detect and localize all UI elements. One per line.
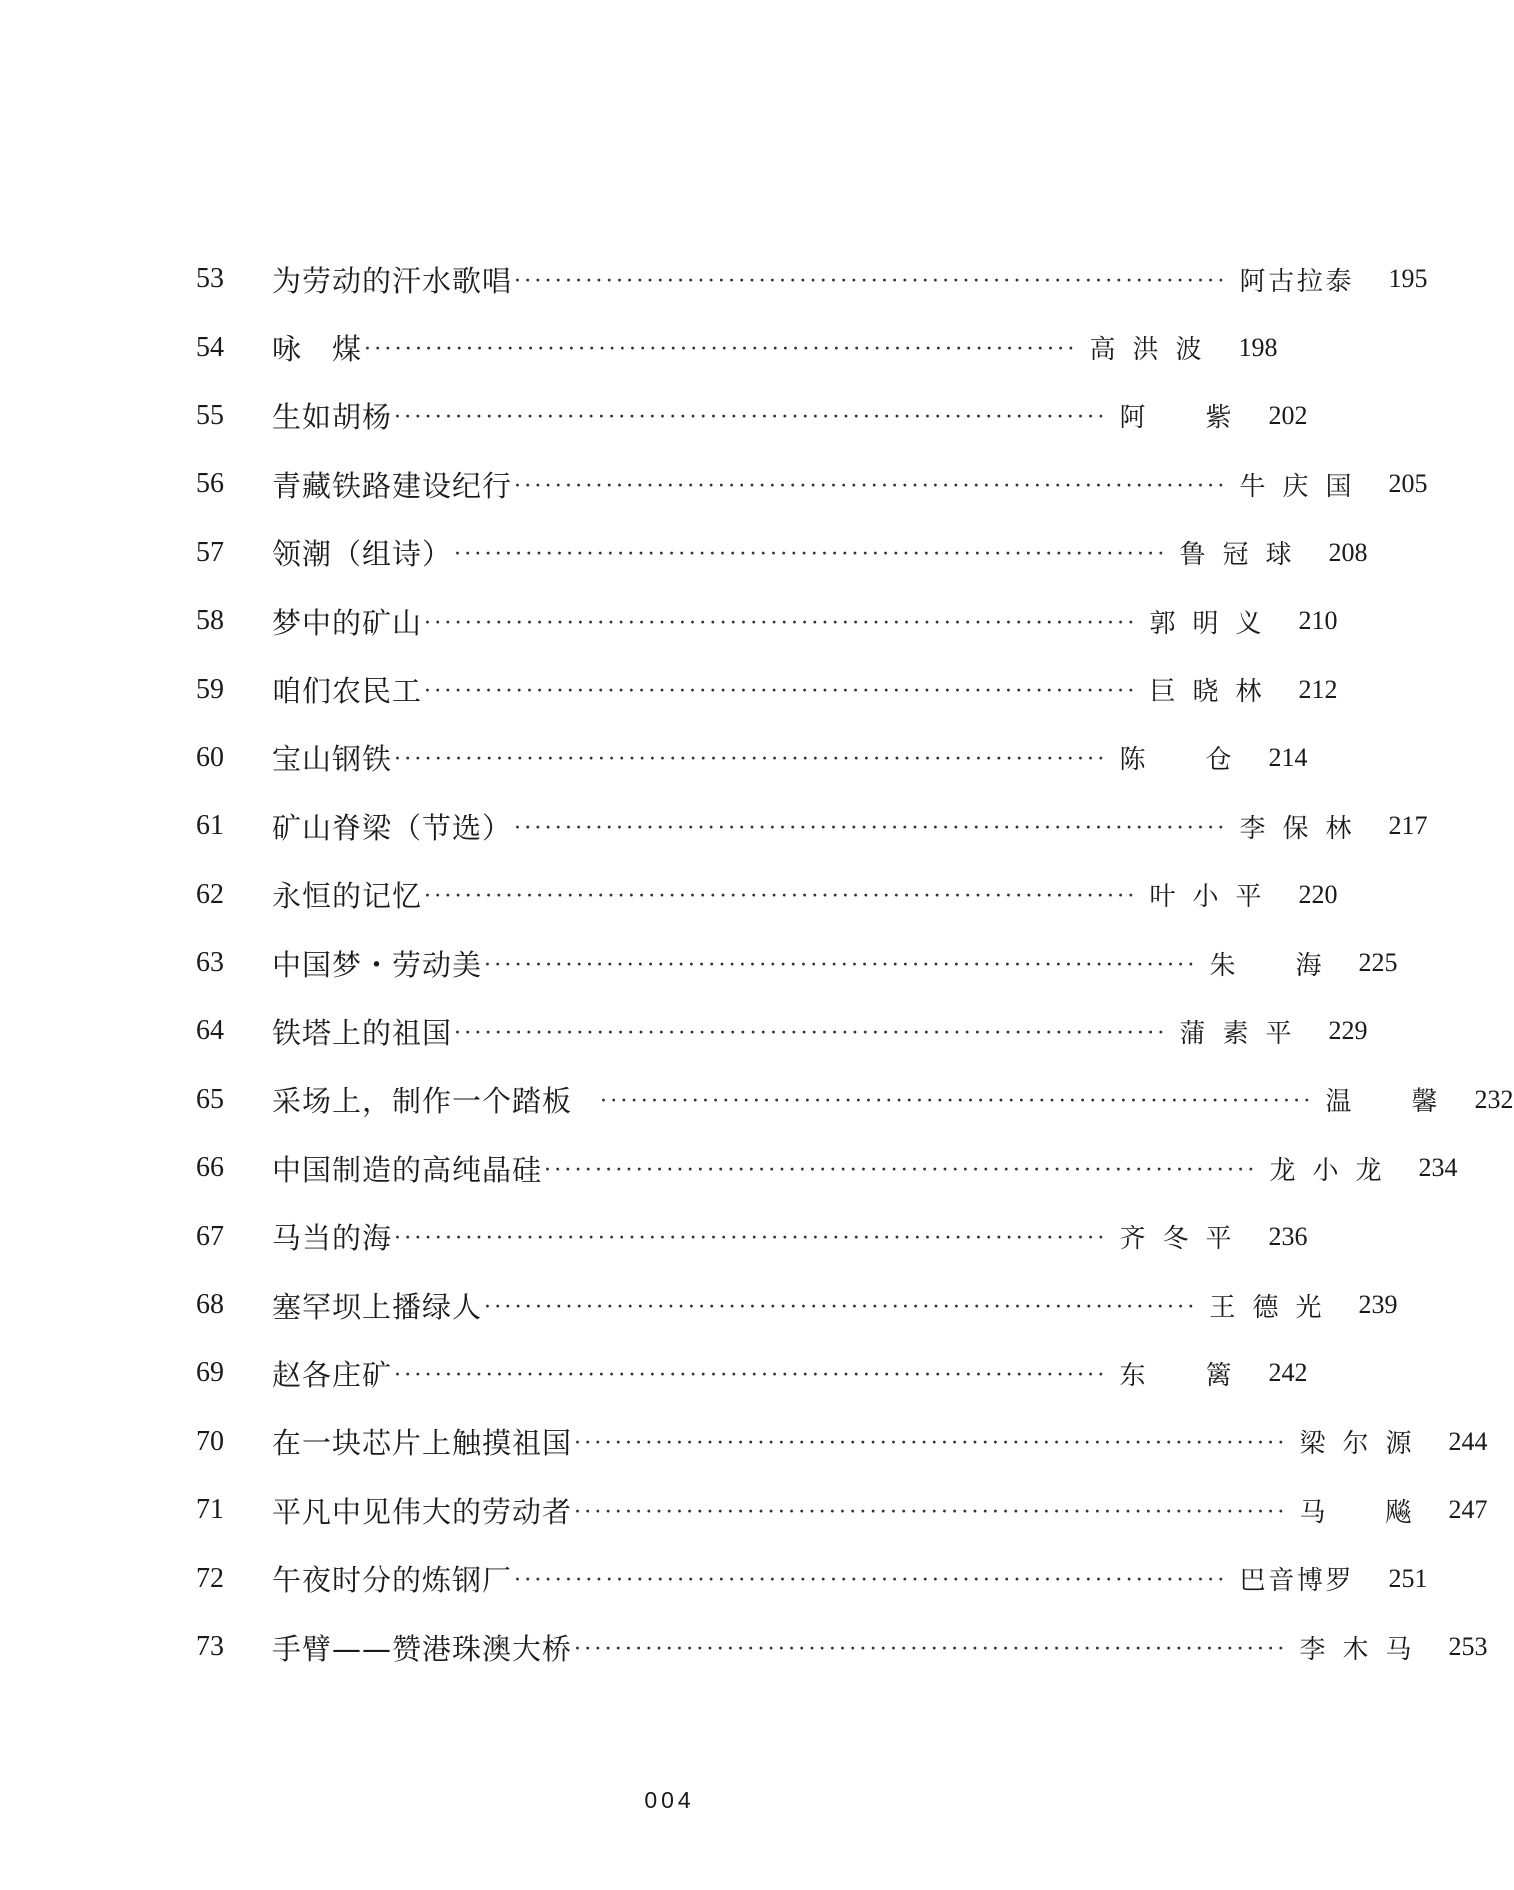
dot-leader: ······································································ [364, 337, 1078, 363]
toc-entry[interactable] [196, 519, 1368, 587]
dot-leader: ······································································ [514, 268, 1228, 294]
entry-author: 蒲素平 [1179, 1018, 1292, 1049]
entry-author: 巨晓林 [1149, 677, 1262, 708]
entry-title: 中国梦・劳动美 [272, 947, 483, 982]
toc-entry[interactable] [196, 655, 1338, 723]
entry-page: 212 [1298, 674, 1338, 704]
entry-number: 67 [196, 1220, 224, 1252]
dot-leader: ······································································ [394, 405, 1108, 431]
entry-author: 阿 紫 [1119, 403, 1232, 434]
toc-entry[interactable] [196, 313, 1278, 381]
toc-entry[interactable] [196, 1544, 1428, 1612]
entry-author: 齐冬平 [1119, 1224, 1232, 1255]
entry-author: 李保林 [1239, 813, 1352, 844]
entry-page: 247 [1448, 1495, 1488, 1525]
toc-entry[interactable] [196, 1408, 1488, 1476]
entry-number: 73 [196, 1631, 224, 1662]
entry-page: 208 [1328, 537, 1368, 567]
entry-page: 236 [1268, 1221, 1308, 1251]
entry-page: 251 [1388, 1563, 1428, 1593]
entry-number: 70 [196, 1425, 224, 1457]
entry-page: 232 [1474, 1084, 1514, 1114]
entry-page: 220 [1298, 879, 1338, 909]
entry-author: 巴音博罗 [1239, 1566, 1352, 1597]
entry-page: 217 [1388, 811, 1428, 841]
entry-author: 牛庆国 [1239, 471, 1352, 502]
entry-author: 王德光 [1209, 1292, 1322, 1323]
toc-entry[interactable] [196, 929, 1398, 997]
entry-title: 青藏铁路建设纪行 [272, 468, 513, 503]
entry-number: 58 [196, 605, 224, 637]
dot-leader: ······································································ [424, 610, 1138, 636]
entry-page: 202 [1268, 400, 1308, 430]
entry-author: 东 篱 [1119, 1360, 1232, 1391]
toc-entry[interactable] [196, 1271, 1398, 1339]
entry-number: 59 [196, 673, 224, 705]
dot-leader: ······································································ [574, 1499, 1288, 1525]
entry-title: 塞罕坝上播绿人 [272, 1289, 483, 1324]
entry-page: 205 [1388, 469, 1428, 499]
dot-leader: ······································································ [394, 747, 1108, 773]
entry-page: 214 [1268, 742, 1308, 772]
entry-number: 71 [196, 1494, 224, 1526]
dot-leader: ······································································ [454, 542, 1168, 568]
entry-number: 61 [196, 810, 224, 842]
entry-page: 253 [1448, 1632, 1488, 1661]
dot-leader: ······································································ [424, 884, 1138, 910]
toc-entry[interactable] [196, 450, 1428, 518]
entry-page: 234 [1418, 1153, 1458, 1183]
entry-title: 永恒的记忆 [272, 879, 423, 914]
toc-entry[interactable] [196, 587, 1338, 655]
toc-entry[interactable] [196, 724, 1308, 792]
entry-number: 56 [196, 468, 224, 500]
entry-author: 马 飚 [1299, 1497, 1412, 1528]
entry-number: 63 [196, 947, 224, 979]
entry-author: 龙小龙 [1269, 1155, 1382, 1186]
entry-number: 69 [196, 1357, 224, 1389]
entry-number: 66 [196, 1152, 224, 1184]
entry-number: 53 [196, 263, 224, 295]
table-of-contents [196, 245, 1514, 1681]
entry-author: 陈 仓 [1119, 745, 1232, 776]
entry-number: 62 [196, 878, 224, 910]
dot-leader: ······································································ [574, 1636, 1288, 1662]
entry-title: 为劳动的汗水歌唱 [272, 263, 513, 298]
dot-leader: ······································································ [574, 1431, 1288, 1457]
toc-entry[interactable] [196, 997, 1368, 1065]
entry-title: 赵各庄矿 [272, 1357, 393, 1392]
toc-entry[interactable] [196, 1134, 1458, 1202]
entry-page: 198 [1238, 332, 1278, 362]
entry-author: 郭明义 [1149, 608, 1262, 639]
entry-number: 64 [196, 1015, 224, 1047]
dot-leader: ······································································ [454, 1020, 1168, 1046]
toc-entry[interactable] [196, 861, 1338, 929]
page-number: 004 [644, 1787, 695, 1813]
entry-author: 鲁冠球 [1179, 540, 1292, 571]
entry-title: 采场上，制作一个踏板 [272, 1084, 573, 1119]
entry-author: 温 馨 [1325, 1087, 1438, 1118]
entry-title: 生如胡杨 [272, 400, 393, 435]
entry-title: 领潮（组诗） [272, 537, 453, 572]
entry-author: 梁尔源 [1299, 1429, 1412, 1460]
dot-leader: ······································································ [484, 1294, 1198, 1320]
entry-number: 54 [196, 331, 224, 363]
dot-leader: ······································································ [514, 1568, 1228, 1594]
entry-number: 65 [196, 1083, 224, 1115]
entry-title: 咱们农民工 [272, 674, 423, 709]
toc-entry[interactable] [196, 1202, 1308, 1270]
toc-entry[interactable] [196, 245, 1428, 313]
dot-leader: ······································································ [394, 1362, 1108, 1388]
entry-title: 铁塔上的祖国 [272, 1015, 453, 1050]
entry-title: 中国制造的高纯晶硅 [272, 1152, 543, 1187]
entry-author: 高洪波 [1089, 335, 1202, 366]
entry-page: 225 [1358, 948, 1398, 978]
dot-leader: ······································································ [484, 952, 1198, 978]
entry-number: 55 [196, 399, 224, 431]
entry-title: 宝山钢铁 [272, 742, 393, 777]
entry-title: 咏 煤 [272, 332, 363, 367]
entry-page: 239 [1358, 1290, 1398, 1320]
entry-title: 平凡中见伟大的劳动者 [272, 1494, 573, 1529]
entry-page: 242 [1268, 1358, 1308, 1388]
entry-title: 马当的海 [272, 1221, 393, 1256]
entry-page: 210 [1298, 606, 1338, 636]
dot-leader: ······································································ [424, 679, 1138, 705]
dot-leader: ······································································ [544, 1157, 1258, 1183]
dot-leader: ······································································ [600, 1089, 1314, 1115]
toc-entry[interactable] [196, 382, 1308, 450]
entry-title: 午夜时分的炼钢厂 [272, 1563, 513, 1598]
entry-number: 72 [196, 1562, 224, 1594]
toc-entry[interactable] [196, 1066, 1514, 1134]
entry-page: 195 [1388, 264, 1428, 294]
entry-author: 朱 海 [1209, 950, 1322, 981]
entry-page: 244 [1448, 1426, 1488, 1456]
entry-title: 在一块芯片上触摸祖国 [272, 1426, 573, 1461]
entry-author: 李木马 [1299, 1634, 1412, 1665]
dot-leader: ······································································ [514, 473, 1228, 499]
toc-entry[interactable] [196, 792, 1428, 860]
dot-leader: ······································································ [514, 815, 1228, 841]
entry-title: 梦中的矿山 [272, 605, 423, 640]
entry-title: 矿山脊梁（节选） [272, 810, 513, 845]
entry-number: 57 [196, 536, 224, 568]
entry-title: 手臂——赞港珠澳大桥 [272, 1631, 573, 1666]
toc-entry[interactable] [196, 1476, 1488, 1544]
entry-author: 叶小平 [1149, 882, 1262, 913]
entry-author: 阿古拉泰 [1239, 266, 1352, 297]
toc-entry[interactable] [196, 1613, 1488, 1681]
entry-number: 68 [196, 1289, 224, 1321]
entry-page: 229 [1328, 1016, 1368, 1046]
entry-number: 60 [196, 741, 224, 773]
toc-entry[interactable] [196, 1339, 1308, 1407]
dot-leader: ······································································ [394, 1226, 1108, 1252]
